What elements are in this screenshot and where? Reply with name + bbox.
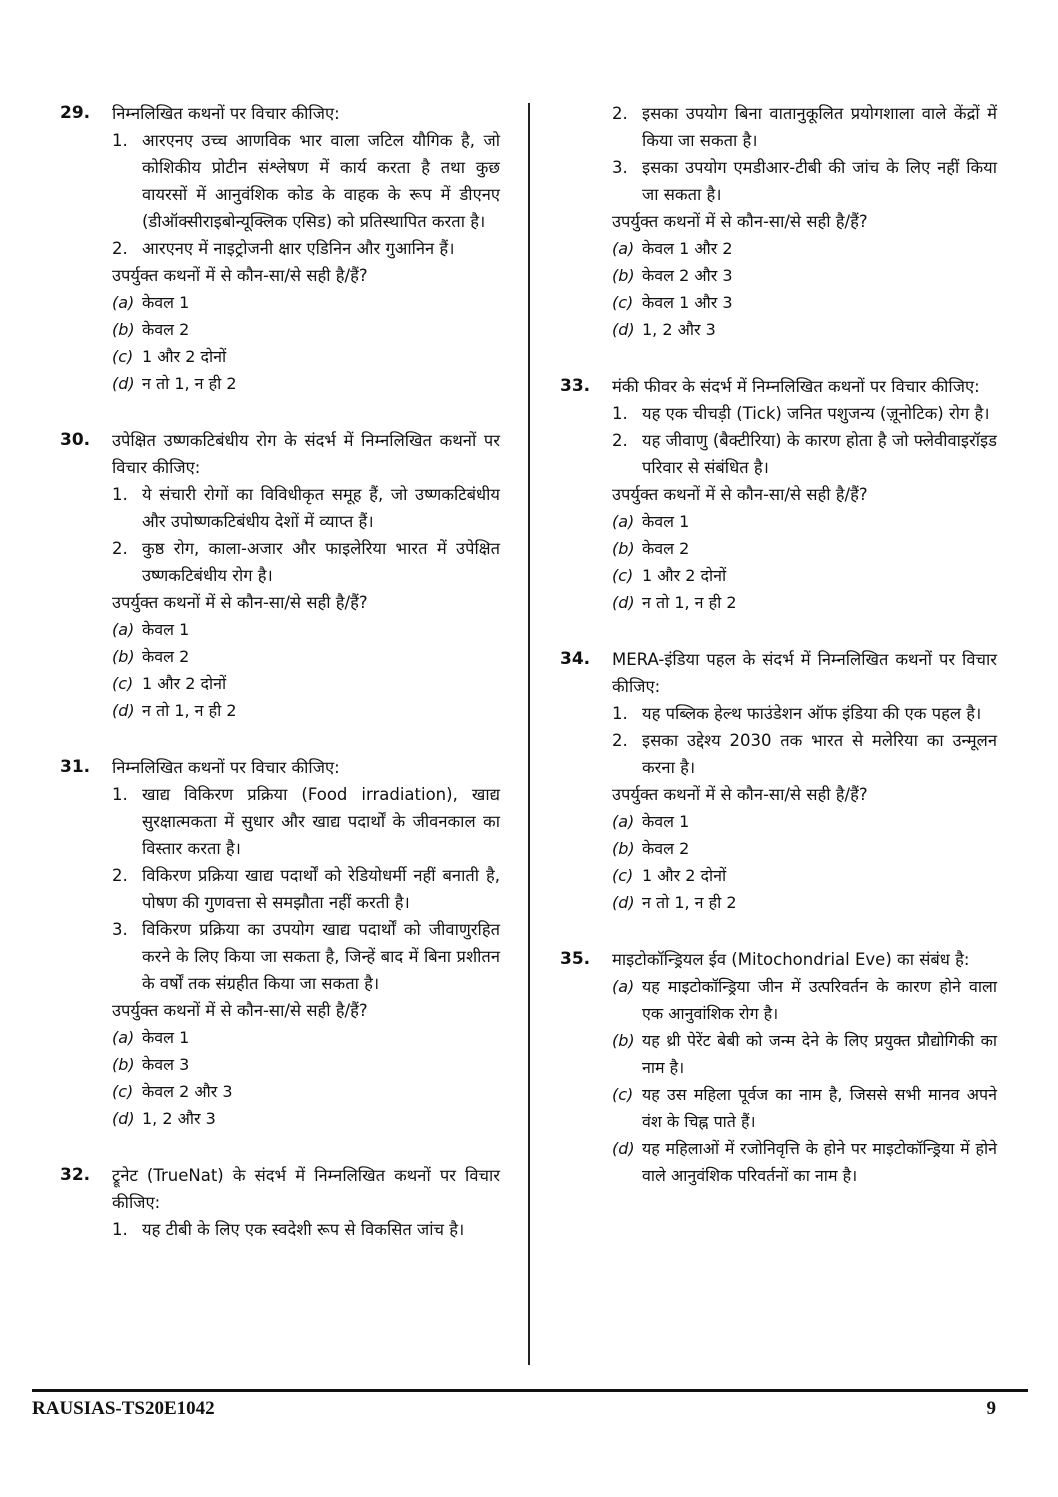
- option-c[interactable]: [112, 1078, 500, 1105]
- statement: [112, 862, 500, 916]
- question-29: [60, 100, 500, 397]
- question-text: मंकी फीवर के संदर्भ में निम्नलिखित कथनों पर विचार कीजिए:: [612, 377, 980, 396]
- option-text: यह माइटोकॉन्ड्रिया जीन में उत्परिवर्तन के कारण होने वाला एक आनुवांशिक रोग है।: [642, 977, 997, 1023]
- option-b[interactable]: [612, 1027, 997, 1081]
- option-key: (a): [612, 977, 635, 996]
- option-text: केवल 2: [642, 539, 690, 558]
- question-31: [60, 754, 500, 1132]
- option-text: केवल 2 और 3: [642, 266, 733, 285]
- option-key: (b): [112, 647, 135, 666]
- option-text: केवल 1: [642, 812, 690, 831]
- option-key: (c): [612, 1085, 634, 1104]
- option-a[interactable]: [112, 616, 500, 643]
- option-d[interactable]: [612, 316, 997, 343]
- option-b[interactable]: [112, 316, 500, 343]
- question-35: [560, 946, 997, 1189]
- statement: [612, 427, 997, 481]
- option-text: केवल 2: [642, 839, 690, 858]
- option-a[interactable]: [612, 808, 997, 835]
- statement-text: आरएनए उच्च आणविक भार वाला जटिल यौगिक है, जो कोशिकीय प्रोटीन संश्लेषण में कार्य करता है तथा कुछ वायरसों में आनुवंशिक कोड के वाहक के रूप में डीएनए (डीऑक्सीराइबोन्यूक्लिक एसिड) को प्रतिस्थापित करता है।: [142, 131, 500, 231]
- option-text: 1 और 2 दोनों: [142, 347, 227, 366]
- statement: [112, 916, 500, 997]
- option-key: (a): [112, 1028, 135, 1047]
- option-text: केवल 1: [142, 620, 190, 639]
- question-number: 35.: [560, 949, 591, 969]
- question-number: 33.: [560, 376, 591, 396]
- statement-text: इसका उपयोग एमडीआर-टीबी की जांच के लिए नहीं किया जा सकता है।: [642, 158, 997, 204]
- option-b[interactable]: [612, 262, 997, 289]
- option-d[interactable]: [112, 1105, 500, 1132]
- option-key: (b): [612, 839, 635, 858]
- option-text: यह थ्री पेरेंट बेबी को जन्म देने के लिए प्रयुक्त प्रौद्योगिकी का नाम है।: [642, 1031, 997, 1077]
- option-text: 1, 2 और 3: [142, 1109, 216, 1128]
- statement-text: यह टीबी के लिए एक स्वदेशी रूप से विकसित जांच है।: [142, 1220, 465, 1239]
- option-text: केवल 2: [142, 647, 190, 666]
- question-prompt: उपर्युक्त कथनों में से कौन-सा/से सही है/हैं?: [612, 785, 868, 804]
- option-c[interactable]: [612, 1081, 997, 1135]
- option-c[interactable]: [112, 670, 500, 697]
- option-key: (c): [112, 1082, 134, 1101]
- statement: [612, 400, 997, 427]
- statement: [112, 235, 500, 262]
- option-key: (a): [612, 239, 635, 258]
- option-text: केवल 2: [142, 320, 190, 339]
- option-key: (c): [112, 674, 134, 693]
- option-text: 1 और 2 दोनों: [642, 566, 727, 585]
- option-d[interactable]: [112, 370, 500, 397]
- statement-text: विकिरण प्रक्रिया का उपयोग खाद्य पदार्थों को जीवाणुरहित करने के लिए किया जा सकता है, जिन्हें बाद में बिना प्रशीतन के वर्षों तक संग्रहीत किया जा सकता है।: [142, 920, 500, 993]
- question-number: 34.: [560, 649, 591, 669]
- statement-number: 2.: [612, 731, 628, 750]
- option-key: (b): [112, 1055, 135, 1074]
- question-text: निम्नलिखित कथनों पर विचार कीजिए:: [112, 758, 340, 777]
- option-d[interactable]: [112, 697, 500, 724]
- question-text: निम्नलिखित कथनों पर विचार कीजिए:: [112, 104, 340, 123]
- question-text: उपेक्षित उष्णकटिबंधीय रोग के संदर्भ में निम्नलिखित कथनों पर विचार कीजिए:: [112, 431, 500, 477]
- option-c[interactable]: [612, 862, 997, 889]
- option-c[interactable]: [112, 343, 500, 370]
- left-column: [60, 100, 500, 1273]
- statement-text: यह जीवाणु (बैक्टीरिया) के कारण होता है जो फ्लेवीवाइरॉइड परिवार से संबंधित है।: [642, 431, 997, 477]
- option-text: केवल 1: [142, 1028, 190, 1047]
- option-text: केवल 1 और 3: [642, 293, 733, 312]
- option-text: 1 और 2 दोनों: [142, 674, 227, 693]
- statement-number: 3.: [612, 158, 628, 177]
- option-key: (a): [612, 812, 635, 831]
- statement-number: 1.: [612, 404, 628, 423]
- statement-number: 1.: [112, 785, 128, 804]
- option-b[interactable]: [612, 835, 997, 862]
- option-key: (b): [612, 266, 635, 285]
- option-text: केवल 2 और 3: [142, 1082, 233, 1101]
- option-b[interactable]: [612, 535, 997, 562]
- option-c[interactable]: [612, 289, 997, 316]
- option-a[interactable]: [112, 1024, 500, 1051]
- option-text: न तो 1, न ही 2: [642, 593, 737, 612]
- option-key: (c): [612, 293, 634, 312]
- option-text: केवल 3: [142, 1055, 190, 1074]
- statement-number: 2.: [112, 539, 128, 558]
- question-number: 29.: [60, 103, 91, 123]
- option-text: केवल 1: [642, 512, 690, 531]
- option-key: (c): [112, 347, 134, 366]
- option-key: (a): [612, 512, 635, 531]
- statement-number: 1.: [612, 704, 628, 723]
- statement-text: खाद्य विकिरण प्रक्रिया (Food irradiation), खाद्य सुरक्षात्मकता में सुधार और खाद्य पदार्थों के जीवनकाल का विस्तार करता है।: [142, 785, 500, 858]
- option-key: (d): [612, 893, 635, 912]
- option-d[interactable]: [612, 1135, 997, 1189]
- option-a[interactable]: [612, 508, 997, 535]
- option-b[interactable]: [112, 643, 500, 670]
- option-d[interactable]: [612, 589, 997, 616]
- statement-number: 2.: [612, 431, 628, 450]
- statement: [612, 700, 997, 727]
- statement-number: 2.: [112, 239, 128, 258]
- question-number: 32.: [60, 1165, 91, 1185]
- question-32: [60, 1162, 500, 1243]
- question-34: [560, 646, 997, 916]
- option-text: केवल 1 और 2: [642, 239, 733, 258]
- option-key: (a): [112, 620, 135, 639]
- question-33: [560, 373, 997, 616]
- question-prompt: उपर्युक्त कथनों में से कौन-सा/से सही है/हैं?: [112, 1001, 368, 1020]
- option-a[interactable]: [612, 235, 997, 262]
- option-key: (d): [112, 374, 135, 393]
- statement-number: 2.: [112, 866, 128, 885]
- statement-number: 3.: [112, 920, 128, 939]
- statement-text: इसका उद्देश्य 2030 तक भारत से मलेरिया का उन्मूलन करना है।: [642, 731, 997, 777]
- option-text: यह महिलाओं में रजोनिवृत्ति के होने पर माइटोकॉन्ड्रिया में होने वाले आनुवंशिक परिवर्तनों का नाम है।: [642, 1139, 997, 1185]
- statement: [112, 1216, 500, 1243]
- page-number: 9: [986, 1398, 996, 1419]
- statement: [612, 154, 997, 208]
- option-key: (d): [612, 593, 635, 612]
- option-key: (b): [612, 539, 635, 558]
- question-prompt: उपर्युक्त कथनों में से कौन-सा/से सही है/हैं?: [112, 593, 368, 612]
- statement: [112, 127, 500, 235]
- question-prompt: उपर्युक्त कथनों में से कौन-सा/से सही है/हैं?: [612, 485, 868, 504]
- question-text: MERA-इंडिया पहल के संदर्भ में निम्नलिखित कथनों पर विचार कीजिए:: [612, 650, 997, 696]
- question-number: 30.: [60, 430, 91, 450]
- option-a[interactable]: [112, 289, 500, 316]
- option-text: न तो 1, न ही 2: [642, 893, 737, 912]
- statement: [112, 481, 500, 535]
- statement-text: इसका उपयोग बिना वातानुकूलित प्रयोगशाला वाले केंद्रों में किया जा सकता है।: [642, 104, 997, 150]
- option-text: यह उस महिला पूर्वज का नाम है, जिससे सभी मानव अपने वंश के चिह्न पाते हैं।: [642, 1085, 997, 1131]
- statement-text: विकिरण प्रक्रिया खाद्य पदार्थों को रेडियोधर्मी नहीं बनाती है, पोषण की गुणवत्ता से समझौता नहीं करती है।: [142, 866, 500, 912]
- question-text: ट्रूनेट (TrueNat) के संदर्भ में निम्नलिखित कथनों पर विचार कीजिए:: [112, 1166, 500, 1212]
- option-key: (a): [112, 293, 135, 312]
- question-32-continued: [560, 100, 997, 343]
- option-text: 1, 2 और 3: [642, 320, 716, 339]
- statement-text: ये संचारी रोगों का विविधीकृत समूह हैं, जो उष्णकटिबंधीय और उपोष्णकटिबंधीय देशों में व्याप्त हैं।: [142, 485, 500, 531]
- column-divider: [528, 103, 530, 1365]
- option-text: न तो 1, न ही 2: [142, 374, 237, 393]
- statement-text: यह एक चीचड़ी (Tick) जनित पशुजन्य (ज़ूनोटिक) रोग है।: [642, 404, 990, 423]
- statement-text: यह पब्लिक हेल्थ फाउंडेशन ऑफ इंडिया की एक पहल है।: [642, 704, 982, 723]
- statement: [112, 781, 500, 862]
- footer-rule: [32, 1389, 1028, 1392]
- statement-text: कुष्ठ रोग, काला-अजार और फाइलेरिया भारत में उपेक्षित उष्णकटिबंधीय रोग है।: [142, 539, 500, 585]
- option-key: (b): [112, 320, 135, 339]
- question-text: माइटोकॉन्ड्रियल ईव (Mitochondrial Eve) का संबंध है:: [612, 950, 970, 969]
- statement: [112, 535, 500, 589]
- option-text: केवल 1: [142, 293, 190, 312]
- option-key: (d): [112, 701, 135, 720]
- statement-number: 1.: [112, 131, 128, 150]
- option-key: (d): [612, 1139, 635, 1158]
- option-key: (b): [612, 1031, 635, 1050]
- question-30: [60, 427, 500, 724]
- option-key: (c): [612, 566, 634, 585]
- option-key: (c): [612, 866, 634, 885]
- statement: [612, 100, 997, 154]
- option-key: (d): [112, 1109, 135, 1128]
- statement-number: 1.: [112, 485, 128, 504]
- statement: [612, 727, 997, 781]
- option-text: 1 और 2 दोनों: [642, 866, 727, 885]
- right-column: [560, 100, 997, 1219]
- statement-text: आरएनए में नाइट्रोजनी क्षार एडिनिन और गुआनिन हैं।: [142, 239, 455, 258]
- question-prompt: उपर्युक्त कथनों में से कौन-सा/से सही है/हैं?: [112, 266, 368, 285]
- question-prompt: उपर्युक्त कथनों में से कौन-सा/से सही है/हैं?: [612, 212, 868, 231]
- footer-code: RAUSIAS-TS20E1042: [32, 1398, 215, 1419]
- option-a[interactable]: [612, 973, 997, 1027]
- option-c[interactable]: [612, 562, 997, 589]
- option-text: न तो 1, न ही 2: [142, 701, 237, 720]
- option-d[interactable]: [612, 889, 997, 916]
- statement-number: 1.: [112, 1220, 128, 1239]
- option-b[interactable]: [112, 1051, 500, 1078]
- option-key: (d): [612, 320, 635, 339]
- question-number: 31.: [60, 757, 91, 777]
- statement-number: 2.: [612, 104, 628, 123]
